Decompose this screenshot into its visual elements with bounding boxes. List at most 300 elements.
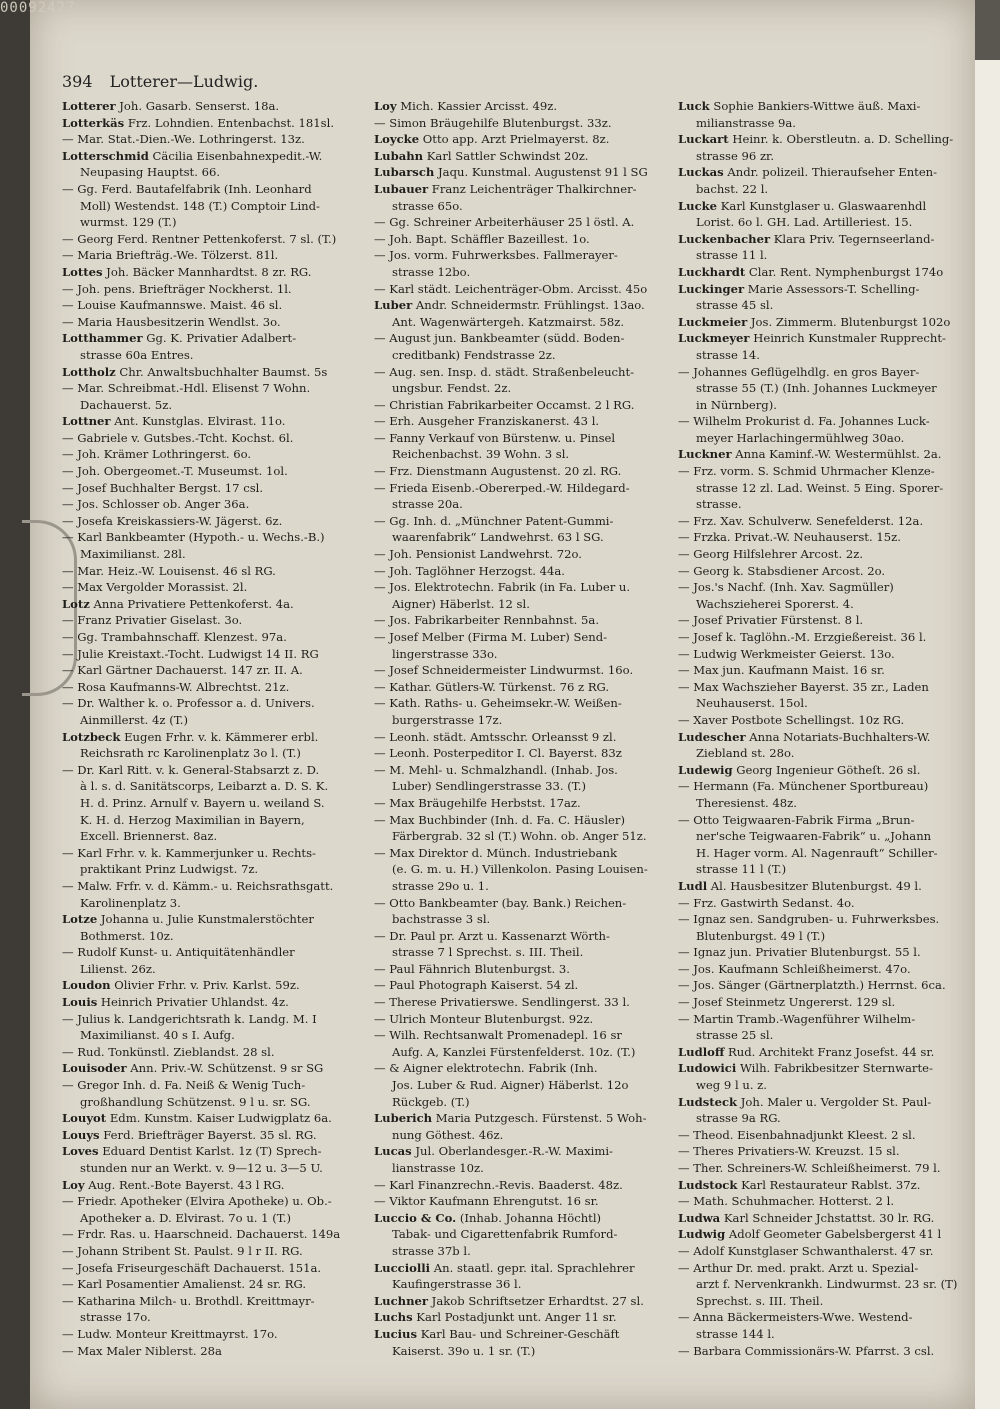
entry-text: — Ther. Schreiners-W. Schleißheimerst. 79 l. [678, 1161, 941, 1175]
directory-entry [62, 1177, 352, 1194]
entry-text: Ferd. Briefträger Bayerst. 35 sl. RG. [99, 1127, 317, 1142]
entry-text: — Xaver Postbote Schellingst. 10z RG. [678, 712, 905, 727]
entry-text: Moll) Westendst. 148 (T.) Comptoir Lind- [80, 198, 320, 213]
entry-text: Otto app. Arzt Prielmayerst. 8z. [419, 132, 610, 147]
entry-text: — Julius k. Landgerichtsrath k. Landg. M. I [62, 1011, 317, 1026]
directory-entry [678, 1276, 960, 1293]
entry-surname: Luber [374, 298, 413, 313]
entry-text: Ant. Wagenwärtergeh. Katzmairst. 58z. [392, 314, 625, 329]
directory-entry [374, 1094, 664, 1111]
directory-entry [374, 131, 664, 148]
entry-text: — Jos. vorm. Fuhrwerksbes. Fallmerayer- [374, 248, 618, 263]
entry-text: Neuhauserst. 15ol. [696, 696, 808, 711]
directory-entry [62, 944, 352, 961]
entry-text: — Josef Steinmetz Ungererst. 129 sl. [678, 995, 896, 1010]
entry-text: — Joh. Obergeomet.-T. Museumst. 1ol. [62, 464, 288, 479]
directory-entry [62, 994, 352, 1011]
entry-text: Anna Notariats-Buchhalters-W. [745, 729, 931, 744]
entry-text: wurmst. 129 (T.) [80, 215, 177, 230]
directory-entry [678, 928, 960, 945]
entry-text: Olivier Frhr. v. Priv. Karlst. 59z. [110, 978, 300, 993]
entry-text: — Dr. Karl Ritt. v. k. General-Stabsarzt z. D. [62, 762, 320, 777]
directory-entry [374, 281, 664, 298]
directory-entry [374, 1309, 664, 1326]
entry-surname: Lotz [62, 596, 90, 611]
entry-text: lianstrasse 10z. [392, 1161, 484, 1175]
entry-text: strasse 37b l. [392, 1243, 471, 1258]
directory-entry [374, 1343, 664, 1360]
entry-text: — Arthur Dr. med. prakt. Arzt u. Spezial- [678, 1260, 919, 1275]
entry-text: — Josefa Friseurgeschäft Dachauerst. 151a. [62, 1260, 322, 1275]
entry-surname: Ludowici [678, 1061, 737, 1076]
directory-entry [374, 994, 664, 1011]
entry-text: Dachauerst. 5z. [80, 397, 173, 412]
directory-entry [678, 795, 960, 812]
entry-text: — Erh. Ausgeher Franziskanerst. 43 l. [374, 414, 600, 429]
directory-entry [62, 430, 352, 447]
entry-text: burgerstrasse 17z. [392, 712, 503, 727]
entry-text: — Franz Privatier Giselast. 3o. [62, 613, 243, 628]
entry-text: — Gabriele v. Gutsbes.-Tcht. Kochst. 6l. [62, 430, 294, 445]
directory-entry [62, 1260, 352, 1277]
entry-surname: Lotthammer [62, 331, 143, 346]
directory-entry [62, 264, 352, 281]
entry-text: strasse 12bo. [392, 264, 471, 279]
entry-text: — Paul Fähnrich Blutenburgst. 3. [374, 961, 570, 976]
entry-text: waarenfabrik“ Landwehrst. 63 l SG. [392, 530, 604, 545]
entry-text: — Friedr. Apotheker (Elvira Apotheke) u. Ob.- [62, 1194, 332, 1209]
entry-text: à l. s. d. Sanitätscorps, Leibarzt a. D. S. K. [80, 779, 329, 794]
entry-text: — Barbara Commissionärs-W. Pfarrst. 3 csl. [678, 1343, 935, 1358]
entry-text: — Gg. Ferd. Bautafelfabrik (Inh. Leonhard [62, 181, 312, 196]
directory-entry [374, 895, 664, 912]
entry-surname: Lucius [374, 1326, 418, 1341]
entry-text: Adolf Geometer Gabelsbergerst 41 l [725, 1227, 942, 1242]
entry-text: — Jos. Sänger (Gärtnerplatzth.) Herrnst. 6ca. [678, 978, 946, 993]
directory-entry [62, 480, 352, 497]
directory-entry [62, 397, 352, 414]
directory-entry [374, 1276, 664, 1293]
entry-text: Ziebland st. 28o. [696, 746, 795, 761]
entry-text: — Gg. Schreiner Arbeiterhäuser 25 l östl. A. [374, 215, 635, 230]
directory-entry [374, 596, 664, 613]
entry-surname: Lottholz [62, 364, 116, 379]
entry-text: — Viktor Kaufmann Ehrengutst. 16 sr. [374, 1194, 599, 1209]
entry-text: — Martin Tramb.-Wagenführer Wilhelm- [678, 1011, 916, 1026]
directory-entry [678, 1094, 960, 1111]
entry-text: Ainmillerst. 4z (T.) [80, 712, 188, 727]
directory-entry [374, 1127, 664, 1144]
entry-text: Karolinenplatz 3. [80, 895, 181, 910]
entry-text: Jaqu. Kunstmal. Augustenst 91 l SG [434, 165, 648, 180]
directory-entry [374, 1226, 664, 1243]
entry-text: — Therese Privatierswe. Sendlingerst. 33 l. [374, 995, 630, 1010]
directory-entry [62, 98, 352, 115]
entry-text: — Frieda Eisenb.-Obererped.-W. Hildegard- [374, 480, 630, 495]
directory-entry [678, 1110, 960, 1127]
entry-text: Excell. Briennerst. 8az. [80, 829, 218, 844]
entry-text: Blutenburgst. 49 l (T.) [696, 928, 826, 943]
entry-text: — Jos. Elektrotechn. Fabrik (in Fa. Luber u. [374, 580, 631, 595]
entry-text: Apotheker a. D. Elvirast. 7o u. 1 (T.) [80, 1210, 291, 1225]
entry-text: Reichsrath rc Karolinenplatz 3o l. (T.) [80, 746, 301, 761]
directory-entry [678, 347, 960, 364]
entry-text: strasse 12 zl. Lad. Weinst. 5 Eing. Sporer- [696, 480, 944, 495]
entry-text: H. d. Prinz. Arnulf v. Bayern u. weiland S. [80, 795, 325, 810]
entry-text: Maria Putzgesch. Fürstenst. 5 Woh- [432, 1111, 647, 1126]
entry-text: — Gg. Trambahnschaff. Klenzest. 97a. [62, 630, 287, 644]
directory-entry [678, 1243, 960, 1260]
entry-text: — Ignaz jun. Privatier Blutenburgst. 55 l. [678, 945, 921, 960]
entry-text: strasse 25 sl. [696, 1028, 774, 1043]
entry-text: — Karl städt. Leichenträger-Obm. Arcisst. 45o [374, 281, 648, 296]
directory-entry [678, 1127, 960, 1144]
entry-text: — Joh. Bapt. Schäffler Bazeillest. 1o. [374, 231, 590, 246]
entry-text: Frz. Lohndien. Entenbachst. 181sl. [124, 115, 335, 130]
directory-entry [374, 413, 664, 430]
entry-surname: Ludwig [678, 1227, 726, 1242]
directory-entry [678, 977, 960, 994]
directory-entry [374, 1260, 664, 1277]
directory-entry [374, 1243, 664, 1260]
directory-entry [374, 812, 664, 829]
directory-entry [62, 1160, 352, 1177]
directory-entry [678, 1060, 960, 1077]
directory-entry [374, 430, 664, 447]
entry-text: — Max Buchbinder (Inh. d. Fa. C. Häusler) [374, 812, 625, 827]
entry-text: — Rud. Tonkünstl. Zieblandst. 28 sl. [62, 1044, 275, 1059]
directory-entry [678, 662, 960, 679]
directory-entry [62, 778, 352, 795]
directory-entry [678, 463, 960, 480]
entry-text: Rückgeb. (T.) [392, 1094, 470, 1109]
directory-entry [62, 563, 352, 580]
directory-entry [374, 662, 664, 679]
entry-text: Neupasing Hauptst. 66. [80, 165, 221, 180]
directory-entry [374, 164, 664, 181]
entry-surname: Lotterkäs [62, 115, 125, 130]
entry-text: — Josef Privatier Fürstenst. 8 l. [678, 613, 864, 628]
entry-surname: Ludloff [678, 1044, 725, 1059]
entry-surname: Louisoder [62, 1061, 127, 1076]
entry-text: milianstrasse 9a. [696, 115, 796, 130]
directory-entry [62, 364, 352, 381]
entry-text: nung Göthest. 46z. [392, 1127, 504, 1142]
directory-entry [62, 546, 352, 563]
entry-text: — Josefa Kreiskassiers-W. Jägerst. 6z. [62, 513, 283, 528]
entry-text: Eugen Frhr. v. k. Kämmerer erbl. [120, 729, 319, 744]
directory-entry [678, 148, 960, 165]
entry-surname: Luckhardt [678, 264, 746, 279]
directory-entry [62, 928, 352, 945]
entry-surname: Loy [374, 99, 397, 113]
directory-entry [678, 231, 960, 248]
entry-text: — Joh. Taglöhner Herzogst. 44a. [374, 563, 565, 578]
entry-text: Lilienst. 26z. [80, 961, 156, 976]
entry-text: — Malw. Frfr. v. d. Kämm.- u. Reichsrathsgatt. [62, 878, 334, 893]
directory-entry [62, 977, 352, 994]
entry-surname: Lottes [62, 264, 103, 279]
directory-entry [62, 496, 352, 513]
entry-text: — Jos.'s Nachf. (Inh. Xav. Sagmüller) [678, 580, 894, 595]
entry-text: Klara Priv. Tegernseerland- [770, 231, 935, 246]
entry-surname: Ludsteck [678, 1094, 738, 1109]
directory-entry [678, 1011, 960, 1028]
directory-entry [678, 131, 960, 148]
directory-entry [62, 612, 352, 629]
column-2 [374, 98, 664, 1359]
entry-text: strasse 144 l. [696, 1326, 775, 1341]
entry-surname: Luckmeier [678, 314, 748, 329]
directory-entry [374, 364, 664, 381]
entry-text: — Mar. Schreibmat.-Hdl. Elisenst 7 Wohn. [62, 381, 311, 396]
directory-entry [62, 911, 352, 928]
directory-entry [374, 911, 664, 928]
directory-entry [374, 1044, 664, 1061]
entry-text: — Georg Ferd. Rentner Pettenkoferst. 7 sl. (T.) [62, 231, 337, 246]
entry-text: — Rudolf Kunst- u. Antiquitätenhändler [62, 945, 295, 960]
directory-entry [62, 1193, 352, 1210]
directory-entry [374, 977, 664, 994]
directory-entry [678, 1077, 960, 1094]
entry-text: — Paul Photograph Kaiserst. 54 zl. [374, 978, 579, 993]
directory-entry [374, 513, 664, 530]
entry-text: — Mar. Stat.-Dien.-We. Lothringerst. 13z. [62, 132, 305, 147]
directory-entry [678, 762, 960, 779]
entry-text: ner'sche Teigwaaren-Fabrik“ u. „Johann [696, 829, 932, 844]
entry-text: — Frz. vorm. S. Schmid Uhrmacher Klenze- [678, 464, 935, 479]
directory-entry [62, 347, 352, 364]
directory-entry [374, 1060, 664, 1077]
entry-surname: Lotterschmid [62, 148, 149, 163]
directory-entry [62, 214, 352, 231]
directory-entry [62, 1060, 352, 1077]
entry-text: meyer Harlachingermühlweg 30ao. [696, 430, 905, 445]
entry-text: Jul. Oberlandesger.-R.-W. Maximi- [411, 1144, 613, 1159]
entry-text: Al. Hausbesitzer Blutenburgst. 49 l. [707, 878, 922, 893]
entry-text: Joh. Maler u. Vergolder St. Paul- [737, 1094, 932, 1109]
entry-text: — Karl Posamentier Amalienst. 24 sr. RG. [62, 1277, 307, 1292]
entry-surname: Loudon [62, 978, 111, 993]
book-binding [0, 0, 30, 1409]
directory-entry [62, 314, 352, 331]
directory-entry [62, 695, 352, 712]
entry-text: strasse 11 l (T.) [696, 862, 787, 877]
entry-text: — Frz. Xav. Schulverw. Senefelderst. 12a. [678, 513, 924, 528]
entry-text: — Joh. Krämer Lothringerst. 6o. [62, 447, 252, 462]
directory-entry [62, 446, 352, 463]
entry-text: — Kath. Raths- u. Geheimsekr.-W. Weißen- [374, 696, 622, 711]
directory-entry [678, 812, 960, 829]
entry-text: bachstrasse 3 sl. [392, 912, 491, 927]
entry-text: Aug. Rent.-Bote Bayerst. 43 l RG. [84, 1177, 285, 1192]
entry-text: strasse 45 sl. [696, 298, 774, 313]
directory-entry [374, 845, 664, 862]
entry-text: — Jos. Fabrikarbeiter Rennbahnst. 5a. [374, 613, 600, 628]
entry-surname: Lubauer [374, 181, 429, 196]
directory-entry [678, 98, 960, 115]
entry-text: — Gregor Inh. d. Fa. Neiß & Wenig Tuch- [62, 1078, 306, 1093]
directory-entry [62, 1044, 352, 1061]
directory-entry [62, 729, 352, 746]
entry-text: Mich. Kassier Arcisst. 49z. [396, 99, 558, 113]
entry-text: Cäcilia Eisenbahnexpedit.-W. [148, 148, 323, 163]
entry-text: — Georg Hilfslehrer Arcost. 2z. [678, 547, 864, 562]
entry-surname: Lottner [62, 414, 111, 429]
directory-entry [678, 529, 960, 546]
directory-entry [678, 1143, 960, 1160]
entry-text: Joh. Bäcker Mannhardtst. 8 zr. RG. [102, 264, 312, 279]
directory-entry [678, 1226, 960, 1243]
directory-entry [374, 1011, 664, 1028]
entry-text: — Dr. Paul pr. Arzt u. Kassenarzt Wörth- [374, 928, 610, 943]
entry-text: Färbergrab. 32 sl (T.) Wohn. ob. Anger 51z. [392, 829, 647, 844]
entry-text: Georg Ingenieur Götheſt. 26 sl. [732, 762, 921, 777]
directory-entry [374, 397, 664, 414]
directory-entry [678, 1343, 960, 1360]
entry-text: — Ulrich Monteur Blutenburgst. 92z. [374, 1011, 594, 1026]
entry-text: Reichenbachst. 39 Wohn. 3 sl. [392, 447, 570, 462]
directory-entry [62, 281, 352, 298]
entry-text: Heinrich Kunstmaler Rupprecht- [749, 331, 946, 346]
entry-text: in Nürnberg). [696, 397, 777, 412]
directory-entry [62, 1243, 352, 1260]
directory-entry [678, 745, 960, 762]
entry-text: strasse 17o. [80, 1310, 151, 1325]
directory-entry [62, 529, 352, 546]
entry-text: — Theres Privatiers-W. Kreuzst. 15 sl. [678, 1144, 900, 1159]
entry-text: Karl Restaurateur Rablst. 37z. [737, 1177, 921, 1192]
entry-text: Eduard Dentist Karlst. 1z (T) Sprech- [98, 1144, 322, 1159]
directory-entry [62, 115, 352, 132]
directory-entry [678, 364, 960, 381]
page-title: Lotterer—Ludwig. [109, 72, 259, 91]
entry-text: — Max Wachszieher Bayerst. 35 zr., Laden [678, 679, 929, 694]
entry-text: praktikant Prinz Ludwigst. 7z. [80, 862, 259, 877]
directory-entry [678, 629, 960, 646]
entry-text: strasse 20a. [392, 497, 463, 512]
entry-text: Jos. Luber & Rud. Aigner) Häberlst. 12o [392, 1078, 629, 1093]
directory-entry [678, 563, 960, 580]
directory-entry [62, 828, 352, 845]
entry-text: — Simon Bräugehilfe Blutenburgst. 33z. [374, 115, 612, 130]
directory-entry [678, 712, 960, 729]
directory-entry [678, 828, 960, 845]
entry-text: Karl Sattler Schwindst 20z. [423, 148, 589, 163]
directory-entry [62, 1027, 352, 1044]
entry-text: — Leonh. Posterpeditor I. Cl. Bayerst. 83z [374, 746, 622, 761]
entry-text: — Josef Melber (Firma M. Luber) Send- [374, 630, 608, 644]
directory-entry [374, 1193, 664, 1210]
directory-entry [678, 861, 960, 878]
entry-surname: Ludewig [678, 762, 733, 777]
entry-text: — & Aigner elektrotechn. Fabrik (Inh. [374, 1061, 598, 1076]
entry-surname: Lotterer [62, 99, 116, 113]
directory-entry [678, 181, 960, 198]
directory-entry [678, 994, 960, 1011]
entry-text: — Max Maler Niblerst. 28a [62, 1343, 222, 1358]
directory-entry [374, 828, 664, 845]
directory-entry [374, 463, 664, 480]
directory-entry [374, 795, 664, 812]
entry-surname: Lotzbeck [62, 729, 121, 744]
directory-entry [678, 579, 960, 596]
directory-entry [62, 148, 352, 165]
entry-text: ungsbur. Fendst. 2z. [392, 381, 512, 396]
entry-text: — Rosa Kaufmanns-W. Albrechtst. 21z. [62, 679, 290, 694]
entry-text: (e. G. m. u. H.) Villenkolon. Pasing Louisen- [392, 862, 648, 877]
directory-entry [678, 247, 960, 264]
directory-entry [374, 198, 664, 215]
directory-entry [678, 546, 960, 563]
entry-text: strasse 14. [696, 347, 760, 362]
directory-entry [678, 330, 960, 347]
directory-entry [374, 181, 664, 198]
entry-text: — Frz. Gastwirth Sedanst. 4o. [678, 895, 855, 910]
directory-entry [374, 115, 664, 132]
directory-entry [62, 712, 352, 729]
directory-entry [374, 330, 664, 347]
next-page-edge [975, 60, 1000, 1409]
directory-entry [678, 695, 960, 712]
directory-entry [62, 1094, 352, 1111]
entry-text: — Julie Kreistaxt.-Tocht. Ludwigst 14 II. RG [62, 646, 319, 661]
directory-entry [678, 596, 960, 613]
entry-text: — Ludwig Werkmeister Geierst. 13o. [678, 646, 895, 661]
directory-entry [678, 1160, 960, 1177]
directory-entry [374, 380, 664, 397]
entry-surname: Lucas [374, 1144, 412, 1159]
entry-text: — Max Vergolder Morassist. 2l. [62, 580, 248, 595]
entry-text: — Maria Hausbesitzerin Wendlst. 3o. [62, 314, 281, 329]
directory-entry [678, 1326, 960, 1343]
entry-text: — Jos. Schlosser ob. Anger 36a. [62, 497, 250, 512]
directory-entry [678, 198, 960, 215]
directory-entry [62, 181, 352, 198]
entry-text: — Anna Bäckermeisters-Wwe. Westend- [678, 1310, 913, 1325]
directory-entry [62, 330, 352, 347]
entry-text: Sophie Bankiers-Wittwe äuß. Maxi- [709, 99, 921, 113]
entry-text: — Josef k. Taglöhn.-M. Erzgießereist. 36 l. [678, 630, 927, 644]
directory-entry [678, 1193, 960, 1210]
directory-entry [678, 264, 960, 281]
column-1 [62, 98, 352, 1359]
entry-text: creditbank) Fendstrasse 2z. [392, 347, 556, 362]
directory-entry [678, 164, 960, 181]
entry-text: — Georg k. Stabsdiener Arcost. 2o. [678, 563, 886, 578]
entry-text: weg 9 l u. z. [696, 1078, 767, 1093]
entry-surname: Ludescher [678, 729, 746, 744]
directory-entry [678, 380, 960, 397]
directory-entry [678, 646, 960, 663]
entry-surname: Luckenbacher [678, 231, 771, 246]
directory-entry [374, 629, 664, 646]
directory-entry [374, 480, 664, 497]
directory-entry [678, 729, 960, 746]
entry-text: Franz Leichenträger Thalkirchner- [428, 181, 637, 196]
page-number: 394 [62, 72, 93, 91]
directory-entry [62, 1326, 352, 1343]
directory-entry [62, 297, 352, 314]
directory-entry [62, 629, 352, 646]
directory-entry [62, 1077, 352, 1094]
directory-entry [678, 513, 960, 530]
entry-text: Aufg. A, Kanzlei Fürstenfelderst. 10z. (T.) [392, 1044, 636, 1059]
entry-text: — Maria Briefträg.-We. Tölzerst. 81l. [62, 248, 279, 263]
entry-text: Kaufingerstrasse 36 l. [392, 1277, 522, 1292]
entry-text: — Frz. Dienstmann Augustenst. 20 zl. RG. [374, 464, 622, 479]
entry-text: Sprechst. s. III. Theil. [696, 1293, 824, 1308]
